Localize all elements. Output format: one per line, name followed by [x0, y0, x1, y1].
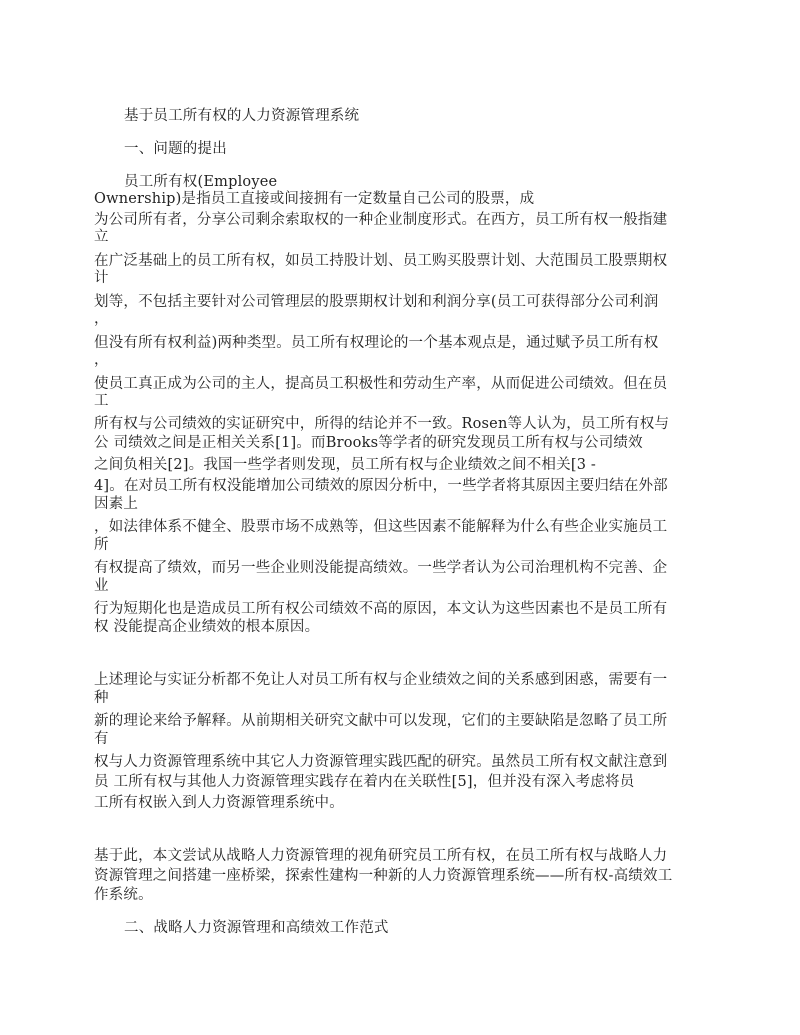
paragraph-line: 4]。在对员工所有权没能增加公司绩效的原因分析中，一些学者将其原因主要归结在外部: [94, 478, 668, 494]
paragraph-line: 所: [94, 537, 109, 553]
paragraph-line: 作系统。: [94, 887, 153, 903]
paragraph-line: 行为短期化也是造成员工所有权公司绩效不高的原因，本文认为这些因素也不是员工所有: [94, 601, 668, 617]
paragraph-line: 工: [94, 393, 109, 409]
document-title: 基于员工所有权的人力资源管理系统: [124, 108, 360, 124]
paragraph-line: 员工所有权(Employee: [124, 174, 278, 190]
paragraph-line: 有权提高了绩效，而另一些企业则没能提高绩效。一些学者认为公司治理机构不完善、企: [94, 560, 668, 576]
paragraph-line: 业: [94, 578, 109, 594]
paragraph-line: 立: [94, 229, 109, 245]
paragraph-line: ，如法律体系不健全、股票市场不成熟等，但这些因素不能解释为什么有些企业实施员工: [94, 519, 668, 535]
paragraph-line: 使员工真正成为公司的主人，提高员工积极性和劳动生产率，从而促进公司绩效。但在员: [94, 376, 668, 392]
paragraph-line: 资源管理之间搭建一座桥梁，探索性建构一种新的人力资源管理系统——所有权-高绩效工: [94, 868, 673, 884]
paragraph-line: 但没有所有权利益)两种类型。员工所有权理论的一个基本观点是，通过赋予员工所有权: [94, 335, 659, 351]
paragraph-line: 公 司绩效之间是正相关关系[1]。而Brooks等学者的研究发现员工所有权与公司绩效: [94, 435, 643, 451]
paragraph-line: 有: [94, 731, 109, 747]
paragraph-line: 权 没能提高企业绩效的根本原因。: [94, 619, 320, 635]
paragraph-line: 计: [94, 270, 109, 286]
paragraph-line: 划等，不包括主要针对公司管理层的股票期权计划和利润分享(员工可获得部分公司利润: [94, 294, 659, 310]
section-heading-2: 二、战略人力资源管理和高绩效工作范式: [124, 920, 389, 936]
paragraph-line: 新的理论来给予解释。从前期相关研究文献中可以发现，它们的主要缺陷是忽略了员工所: [94, 713, 668, 729]
paragraph-line: 为公司所有者，分享公司剩余索取权的一种企业制度形式。在西方，员工所有权一般指建: [94, 212, 668, 228]
paragraph-line: 上述理论与实证分析都不免让人对员工所有权与企业绩效之间的关系感到困惑，需要有一: [94, 672, 668, 688]
paragraph-line: ，: [94, 352, 109, 368]
paragraph-line: 所有权与公司绩效的实证研究中，所得的结论并不一致。Rosen等人认为，员工所有权与: [94, 416, 670, 432]
paragraph-line: 在广泛基础上的员工所有权，如员工持股计划、员工购买股票计划、大范围员工股票期权: [94, 253, 668, 269]
paragraph-line: 工所有权嵌入到人力资源管理系统中。: [94, 795, 344, 811]
paragraph-line: 权与人力资源管理系统中其它人力资源管理实践匹配的研究。虽然员工所有权文献注意到: [94, 754, 668, 770]
paragraph-line: 种: [94, 690, 109, 706]
paragraph-line: 员 工所有权与其他人力资源管理实践存在着内在关联性[5]，但并没有深入考虑将员: [94, 774, 635, 790]
paragraph-line: 因素上: [94, 496, 139, 512]
paragraph-line: 之间负相关[2]。我国一些学者则发现，员工所有权与企业绩效之间不相关[3 -: [94, 457, 597, 473]
paragraph-line: 基于此，本文尝试从战略人力资源管理的视角研究员工所有权，在员工所有权与战略人力: [94, 848, 668, 864]
paragraph-line: ，: [94, 311, 109, 327]
section-heading-1: 一、问题的提出: [124, 141, 227, 157]
paragraph-line: Ownership)是指员工直接或间接拥有一定数量自己公司的股票，成: [94, 191, 535, 207]
